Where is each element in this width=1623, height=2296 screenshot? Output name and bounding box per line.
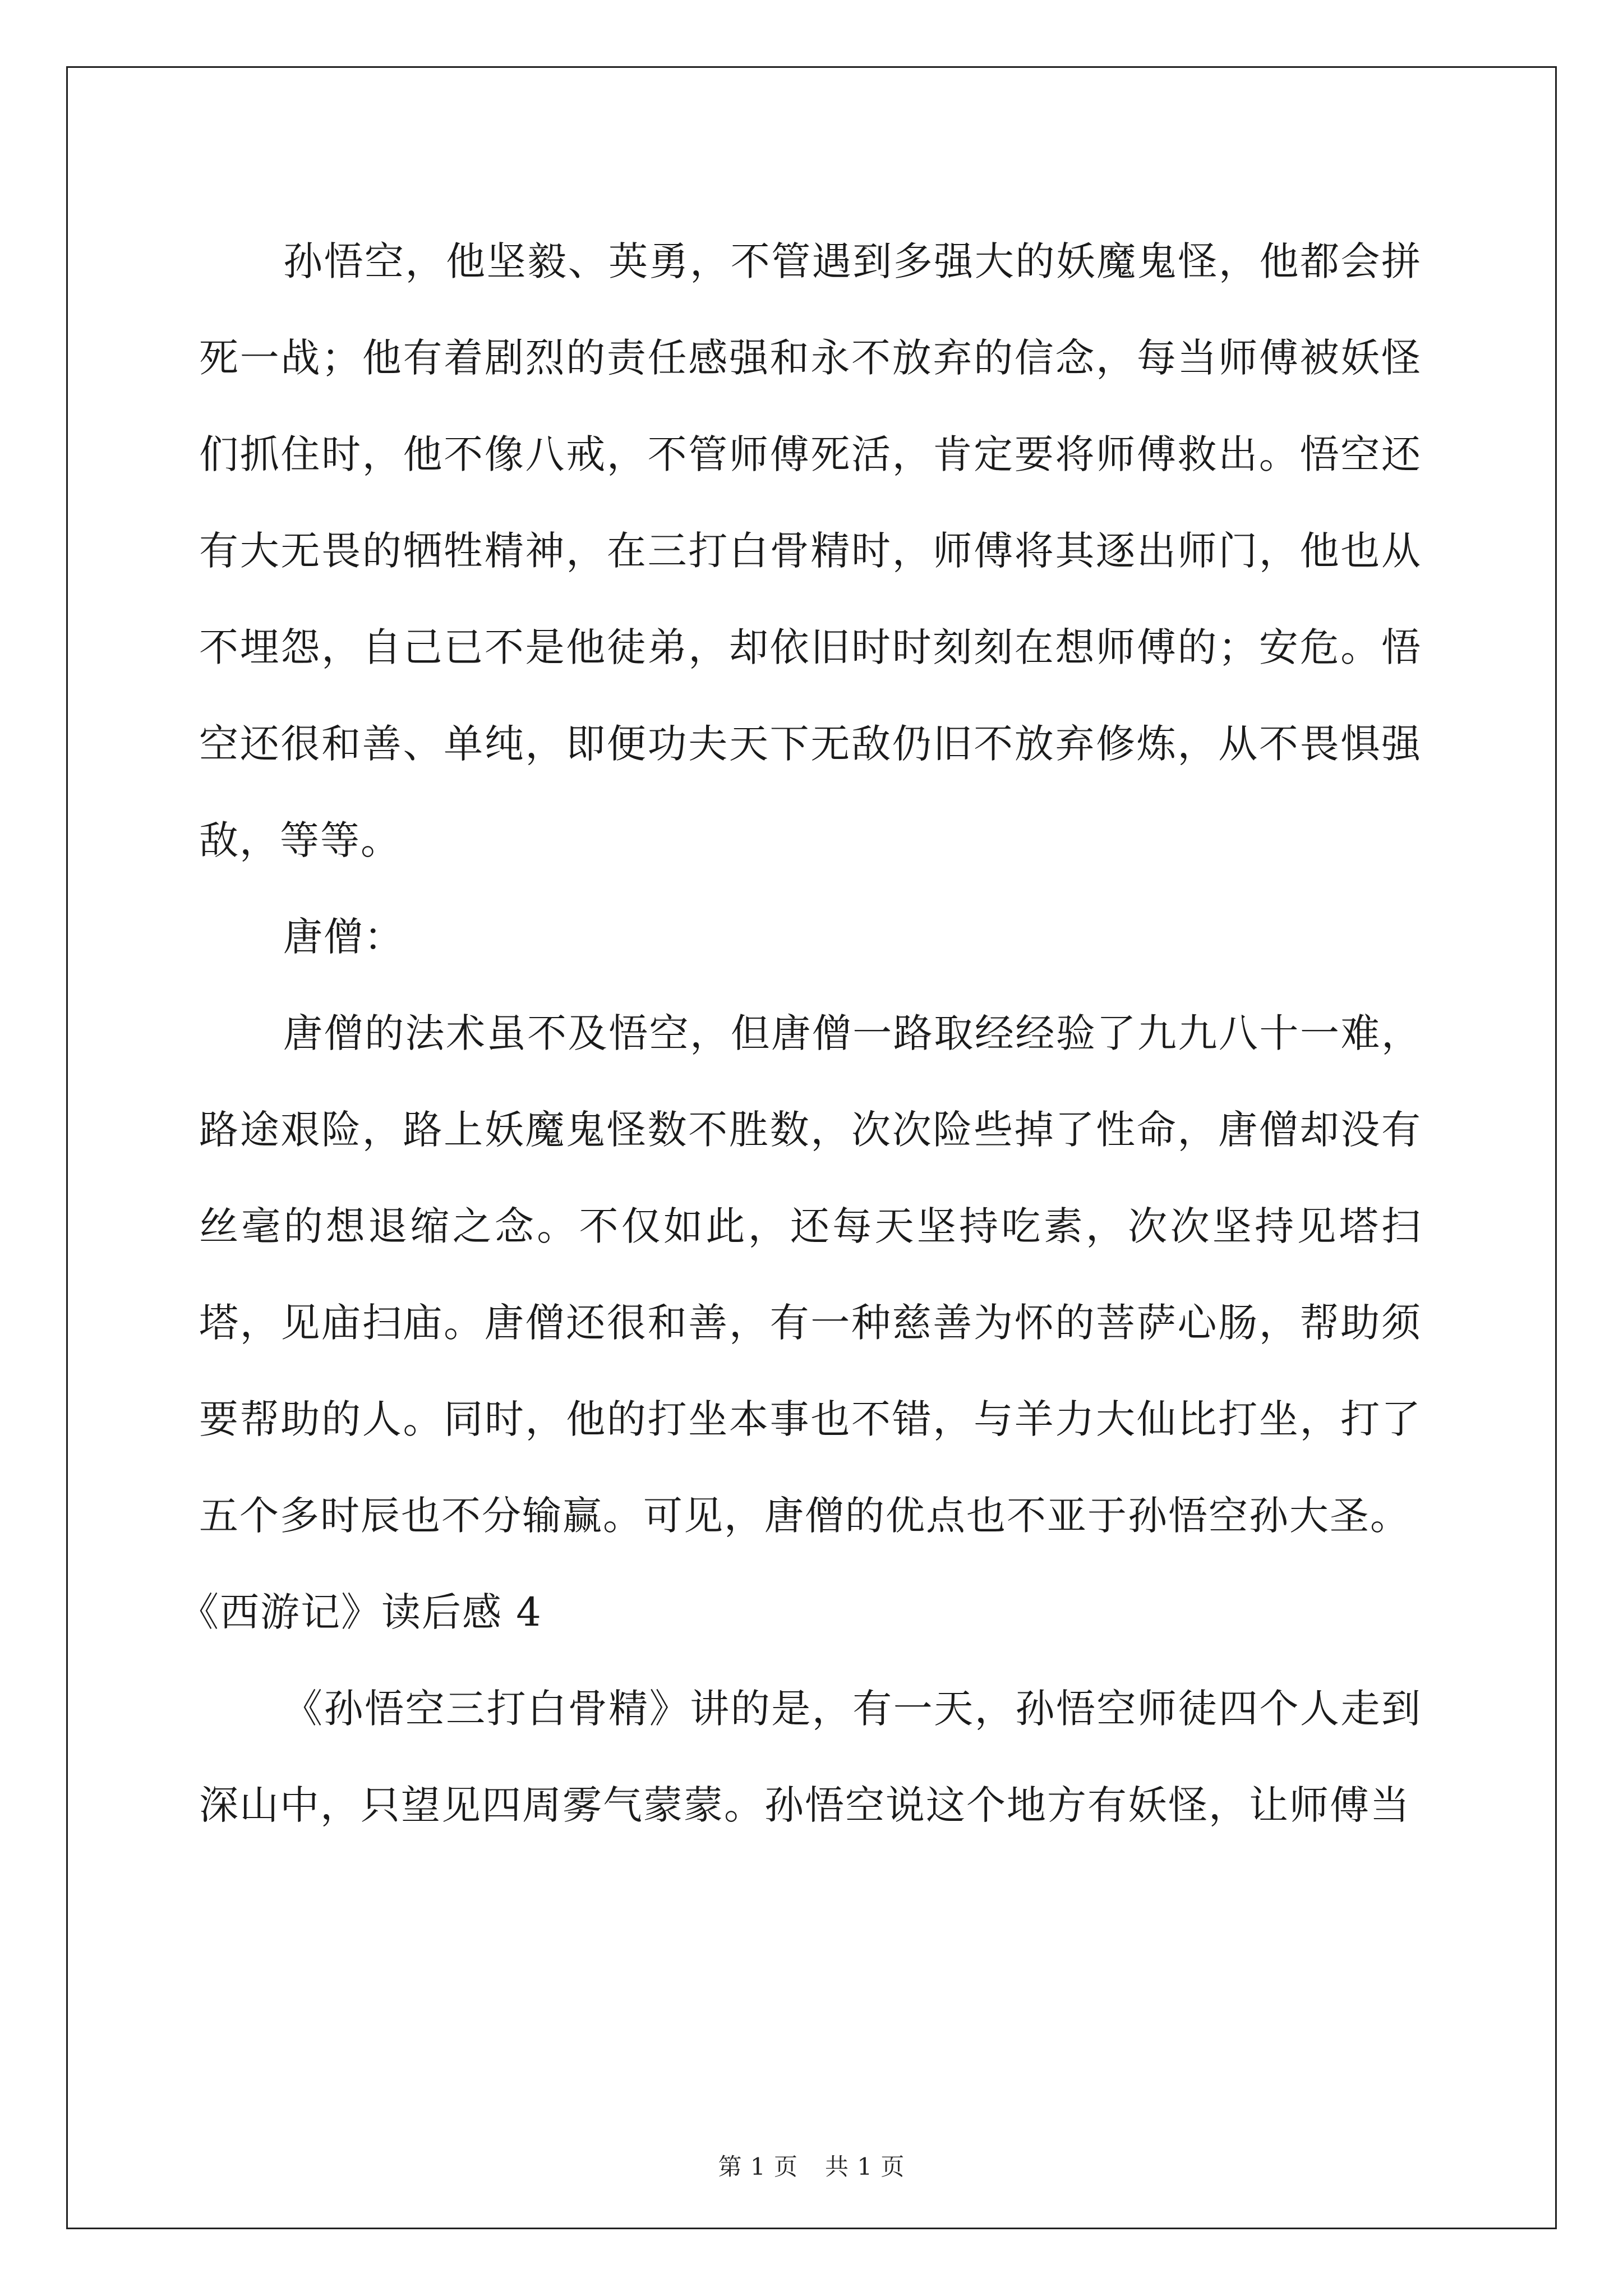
section-heading: 《西游记》读后感 4 [179, 1589, 542, 1635]
document-body [179, 213, 1422, 1853]
page-number: 第 1 页 [718, 2153, 798, 2180]
paragraph-tang-seng-label: 唐僧： [283, 914, 404, 960]
paragraph-tang-seng: 唐僧的法术虽不及悟空，但唐僧一路取经经验了九九八十一难，路途艰险，路上妖魔鬼怪数不胜数，次次险些掉了性命，唐僧却没有丝毫的想退缩之念。不仅如此，还每天坚持吃素，次次坚持见塔扫塔，见庙扫庙。唐僧还很和善，有一种慈善为怀的菩萨心肠，帮助须要帮助的人。同时，他的打坐本事也不错，与羊力大仙比打坐，打了五个多时辰也不分输赢。可见，唐僧的优点也不亚于孙悟空孙大圣。 [199, 1010, 1422, 1539]
page-total: 共 1 页 [825, 2153, 905, 2180]
paragraph-sun-wukong: 孙悟空，他坚毅、英勇，不管遇到多强大的妖魔鬼怪，他都会拼死一战；他有着剧烈的责任感强和永不放弃的信念，每当师傅被妖怪们抓住时，他不像八戒，不管师傅死活，肯定要将师傅救出。悟空还有大无畏的牺牲精神，在三打白骨精时，师傅将其逐出师门，他也从不埋怨，自己已不是他徒弟，却依旧时时刻刻在想师傅的；安危。悟空还很和善、单纯，即便功夫天下无敌仍旧不放弃修炼，从不畏惧强敌，等等。 [199, 238, 1422, 863]
paragraph-three-strikes: 《孙悟空三打白骨精》讲的是，有一天，孙悟空师徒四个人走到深山中，只望见四周雾气蒙蒙。孙悟空说这个地方有妖怪，让师傅当 [199, 1686, 1422, 1828]
page-footer [0, 2148, 1623, 2182]
